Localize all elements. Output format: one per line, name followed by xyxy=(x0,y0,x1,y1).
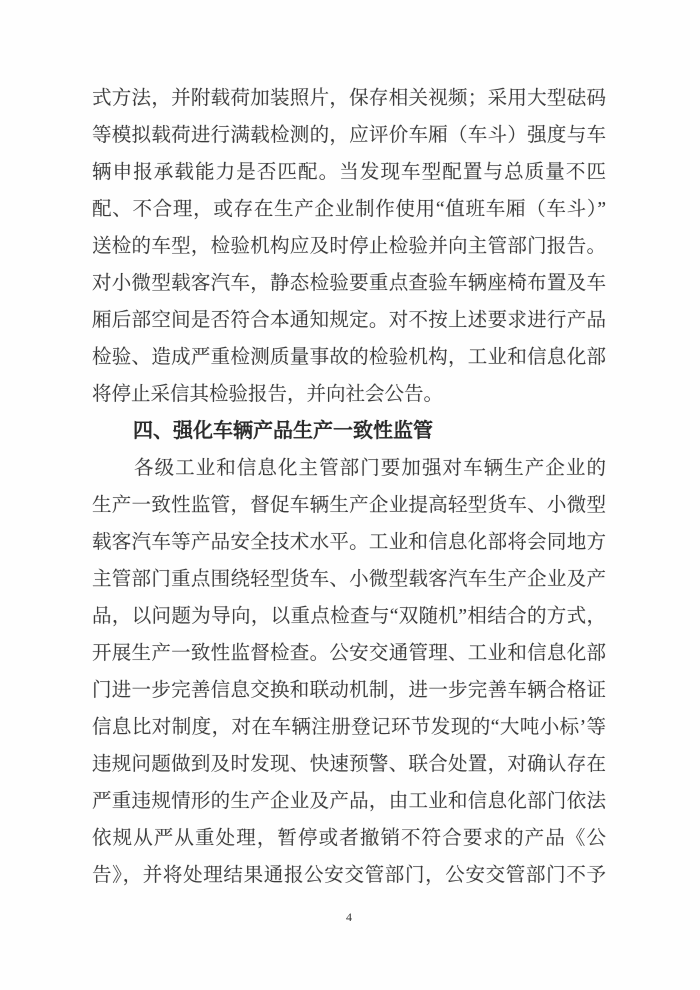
text-line: 各级工业和信息化主管部门要加强对车辆生产企业的 xyxy=(134,458,606,479)
text-line: 等模拟载荷进行满载检测的，应评价车厢（车斗）强度与车 xyxy=(92,125,606,146)
text-line: 信息比对制度，对在车辆注册登记环节发现的“大吨小标’等 xyxy=(92,717,606,738)
text-line: 主管部门重点围绕轻型货车、小微型载客汽车生产企业及产 xyxy=(92,569,606,590)
section-heading: 四、强化车辆产品生产一致性监管 xyxy=(133,420,433,442)
text-line: 对小微型载客汽车，静态检验要重点查验车辆座椅布置及车 xyxy=(92,273,606,294)
text-line: 检验、造成严重检测质量事故的检验机构，工业和信息化部 xyxy=(92,347,606,368)
text-line: 品，以问题为导向，以重点检查与“双随机”相结合的方式， xyxy=(92,606,606,627)
text-line: 生产一致性监管，督促车辆生产企业提高轻型货车、小微型 xyxy=(92,495,606,516)
text-line: 式方法，并附载荷加装照片，保存相关视频；采用大型砝码 xyxy=(92,88,606,109)
page-number: 4 xyxy=(346,910,352,924)
text-line: 门进一步完善信息交换和联动机制，进一步完善车辆合格证 xyxy=(92,680,606,701)
text-line: 依规从严从重处理，暂停或者撤销不符合要求的产品《公 xyxy=(92,828,606,849)
text-line: 严重违规情形的生产企业及产品，由工业和信息化部门依法 xyxy=(92,791,606,812)
text-line: 开展生产一致性监督检查。公安交通管理、工业和信息化部 xyxy=(92,643,606,664)
text-line: 违规问题做到及时发现、快速预警、联合处置，对确认存在 xyxy=(92,754,606,775)
text-line: 送检的车型，检验机构应及时停止检验并向主管部门报告。 xyxy=(92,236,606,257)
text-line: 将停止采信其检验报告，并向社会公告。 xyxy=(92,384,444,405)
text-line: 辆申报承载能力是否匹配。当发现车型配置与总质量不匹 xyxy=(92,162,606,183)
text-line: 告》，并将处理结果通报公安交管部门，公安交管部门不予 xyxy=(92,865,606,886)
document-body xyxy=(92,80,606,894)
text-line: 载客汽车等产品安全技术水平。工业和信息化部将会同地方 xyxy=(92,532,606,553)
text-line: 厢后部空间是否符合本通知规定。对不按上述要求进行产品 xyxy=(92,310,606,331)
text-line: 配、不合理，或存在生产企业制作使用“值班车厢（车斗）” xyxy=(92,199,606,220)
